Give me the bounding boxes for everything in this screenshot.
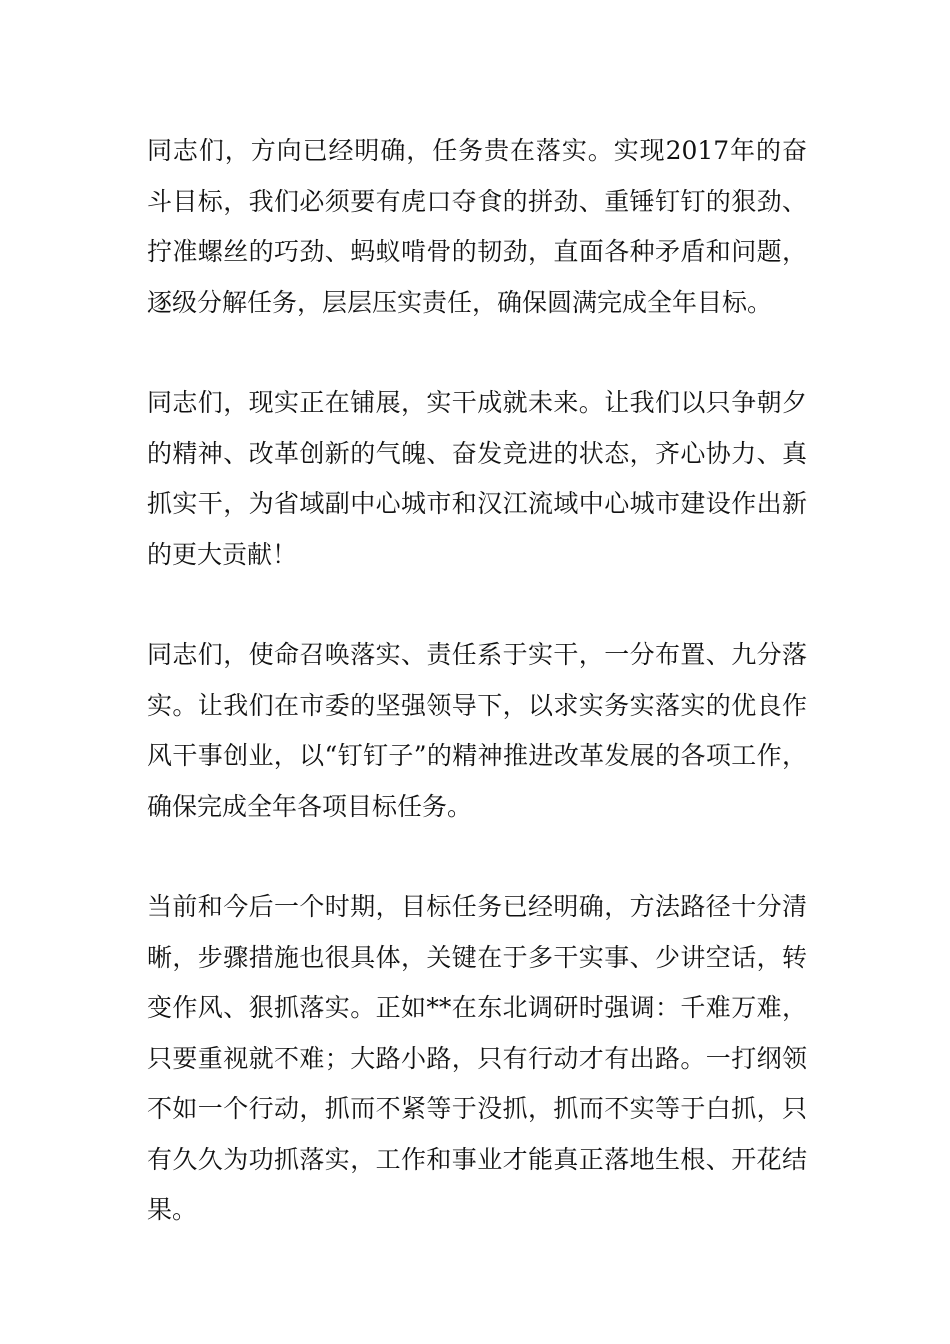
paragraph-1: 同志们，方向已经明确，任务贵在落实。实现2017年的奋斗目标，我们必须要有虎口夺食的拼劲、重锤钉钉的狠劲、拧准螺丝的巧劲、蚂蚁啃骨的韧劲，直面各种矛盾和问题，逐级分解任务，层层压实责任，确保圆满完成全年目标。 bbox=[147, 136, 807, 317]
paragraph-3: 同志们，使命召唤落实、责任系于实干，一分布置、九分落实。让我们在市委的坚强领导下，以求实务实落实的优良作风干事创业，以“钉钉子”的精神推进改革发展的各项工作，确保完成全年各项目标任务。 bbox=[147, 640, 807, 821]
document-body bbox=[147, 126, 807, 1286]
paragraph-4: 当前和今后一个时期，目标任务已经明确，方法路径十分清晰，步骤措施也很具体，关键在于多干实事、少讲空话，转变作风、狠抓落实。正如**在东北调研时强调：千难万难，只要重视就不难；大路小路，只有行动才有出路。一打纲领不如一个行动，抓而不紧等于没抓，抓而不实等于白抓，只有久久为功抓落实，工作和事业才能真正落地生根、开花结果。 bbox=[147, 892, 807, 1224]
paragraph-2: 同志们，现实正在铺展，实干成就未来。让我们以只争朝夕的精神、改革创新的气魄、奋发竞进的状态，齐心协力、真抓实干，为省域副中心城市和汉江流域中心城市建设作出新的更大贡献！ bbox=[147, 388, 807, 569]
